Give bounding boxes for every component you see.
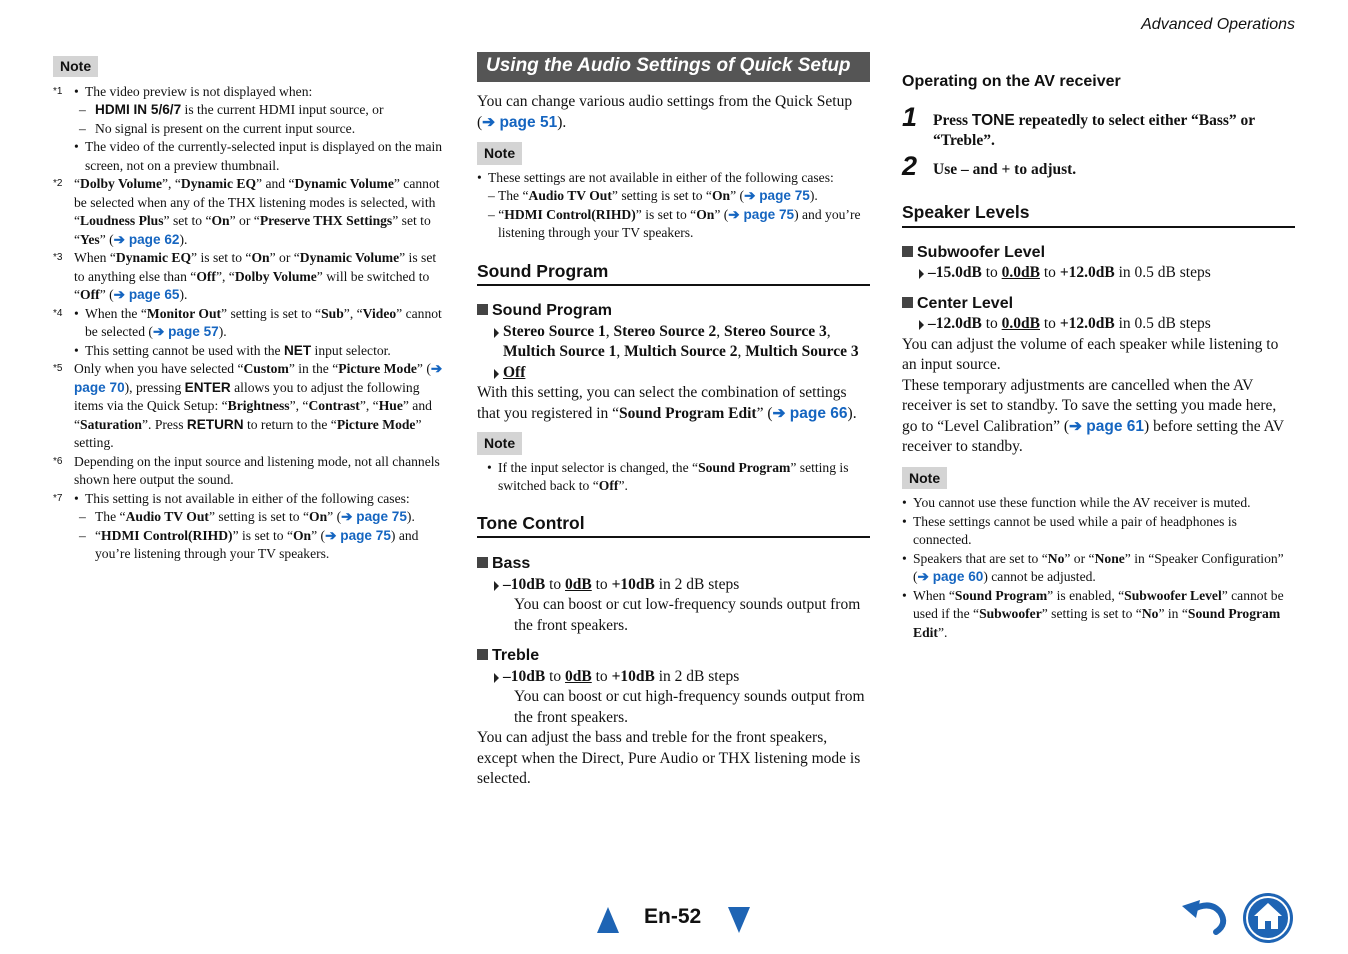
treble-desc: You can boost or cut high-frequency sounds output from the front speakers. xyxy=(514,688,865,726)
page-link[interactable]: ➔ page 60 xyxy=(917,569,984,584)
section-banner: Using the Audio Settings of Quick Setup xyxy=(477,52,870,82)
footnote-4: *4 • When the “Monitor Out” setting is set to “Sub”, “Video” cannot be selected (➔ page 57). • This setting cannot be used with the NET input selector. xyxy=(53,305,448,361)
subheading-treble: Treble xyxy=(477,646,870,667)
note-body: • These settings are not available in either of the following cases: – The “Audio TV Out” setting is set to “On” (➔ page 75). – “HDMI Control(RIHD)” is set to “On” (➔ page 75) and you’re listening through your TV speakers. xyxy=(477,169,870,243)
page-link[interactable]: ➔ page 57 xyxy=(152,324,219,339)
bass-range: –10dB to 0dB to +10dB in 2 dB steps xyxy=(477,575,870,596)
note-tag: Note xyxy=(477,432,522,455)
section-header: Advanced Operations xyxy=(1141,16,1295,33)
speaker-body-1: You can adjust the volume of each speaker while listening to an input source. xyxy=(902,335,1279,373)
step-2: 2 Use – and + to adjust. xyxy=(902,150,1077,181)
option-list: Stereo Source 1, Stereo Source 2, Stereo Source 3, Multich Source 1, Multich Source 2, Multich Source 3 xyxy=(477,322,870,363)
tone-outro: You can adjust the bass and treble for the front speakers, except when the Direct, Pure Audio or THX listening mode is selected. xyxy=(477,729,861,787)
page-link[interactable]: ➔ page 65 xyxy=(113,287,180,302)
home-icon[interactable] xyxy=(1241,891,1295,945)
heading-speaker-levels: Speaker Levels xyxy=(902,202,1295,228)
footnote-6: *6 Depending on the input source and listening mode, not all channels shown here output the sound. xyxy=(53,453,440,487)
note-tag: Note xyxy=(902,467,947,490)
step-1: 1 Press TONE repeatedly to select either “Bass” or “Treble”. xyxy=(902,101,1255,149)
audio-settings-column xyxy=(477,52,870,790)
option-off: Off xyxy=(477,363,870,384)
subwoofer-range: –15.0dB to 0.0dB to +12.0dB in 0.5 dB steps xyxy=(902,263,1295,284)
footnote-7: *7 • This setting is not available in either of the following cases: – The “Audio TV Out” setting is set to “On” (➔ page 75). – “HDMI Control(RIHD)” is set to “On” (➔ page 75) and you’re listening through your TV speakers. xyxy=(53,490,448,564)
page-link[interactable]: ➔ page 61 xyxy=(1069,417,1145,435)
page-link[interactable]: ➔ page 75 xyxy=(728,206,795,222)
av-receiver-column xyxy=(902,72,1295,642)
page-link[interactable]: ➔ page 75 xyxy=(341,509,407,524)
footnote-5: *5 Only when you have selected “Custom” in the “Picture Mode” (➔ page 70), pressing ENTER allows you to adjust the following items via the Quick Setup: “Brightness”, “Contrast”, “Hue” and “Saturation”. Press RETURN to return to the “Picture Mode” setting. xyxy=(53,361,443,450)
back-arrow-icon[interactable] xyxy=(1180,896,1230,938)
note-tag: Note xyxy=(477,142,522,165)
page-link[interactable]: ➔ page 70 xyxy=(74,361,443,395)
note-tag: Note xyxy=(53,56,98,77)
speaker-notes: • You cannot use these function while the AV receiver is muted. • These settings cannot be used while a pair of headphones is connected. • Speakers that are set to “No” or “None” in “Speaker Configuration” (➔ page 60) cannot be adjusted. • When “Sound Program” is enabled, “Subwoofer Level” cannot be used if the “Subwoofer” setting is set to “No” in “Sound Program Edit”. xyxy=(902,494,1295,642)
footnote-1: *1 • The video preview is not displayed when: – HDMI IN 5/6/7 is the current HDMI input source, or – No signal is present on the current input source. • The video of the currently-selected input is displayed on the main screen, not on a preview thumbnail. xyxy=(53,83,448,176)
page-link[interactable]: ➔ page 75 xyxy=(325,527,391,543)
intro-text: You can change various audio settings from the Quick Setup (➔ page 51). xyxy=(477,93,853,131)
bass-desc: You can boost or cut low-frequency sounds output from the front speakers. xyxy=(514,596,861,634)
center-range: –12.0dB to 0.0dB to +12.0dB in 0.5 dB steps xyxy=(902,314,1295,335)
sound-program-desc: With this setting, you can select the combination of settings that you registered in “Sound Program Edit” (➔ page 66). xyxy=(477,384,857,422)
page-up-arrow-icon[interactable] xyxy=(596,906,620,934)
subheading-center-level: Center Level xyxy=(902,294,1295,315)
note-body: • If the input selector is changed, the “Sound Program” setting is switched back to “Off”. xyxy=(487,459,870,496)
heading-tone-control: Tone Control xyxy=(477,513,870,539)
page-link[interactable]: ➔ page 51 xyxy=(482,113,558,131)
page-down-arrow-icon[interactable] xyxy=(727,906,751,934)
footnote-2: *2 “Dolby Volume”, “Dynamic EQ” and “Dynamic Volume” cannot be selected when any of the THX listening modes is selected, with “Loudness Plus” set to “On” or “Preserve THX Settings” set to “Yes” (➔ page 62). xyxy=(53,176,440,247)
subheading-sound-program: Sound Program xyxy=(477,301,870,322)
speaker-body-2: These temporary adjustments are cancelled when the AV receiver is set to standby. To save the setting you made here, go to “Level Calibration” (➔ page 61) before setting the AV receiver to standby. xyxy=(902,376,1284,455)
footnote-3: *3 When “Dynamic EQ” is set to “On” or “Dynamic Volume” is set to anything else than “Off”, “Dolby Volume” will be switched to “Off” (➔ page 65). xyxy=(53,250,437,302)
page-link[interactable]: ➔ page 75 xyxy=(744,188,810,203)
page-link[interactable]: ➔ page 66 xyxy=(772,404,848,422)
page-number: En-52 xyxy=(644,905,702,928)
treble-range: –10dB to 0dB to +10dB in 2 dB steps xyxy=(477,667,870,688)
subheading-bass: Bass xyxy=(477,554,870,575)
operating-title: Operating on the AV receiver xyxy=(902,73,1121,90)
page-link[interactable]: ➔ page 62 xyxy=(113,231,180,247)
heading-sound-program: Sound Program xyxy=(477,261,870,287)
subheading-subwoofer-level: Subwoofer Level xyxy=(902,243,1295,264)
footnotes-column xyxy=(53,56,448,564)
